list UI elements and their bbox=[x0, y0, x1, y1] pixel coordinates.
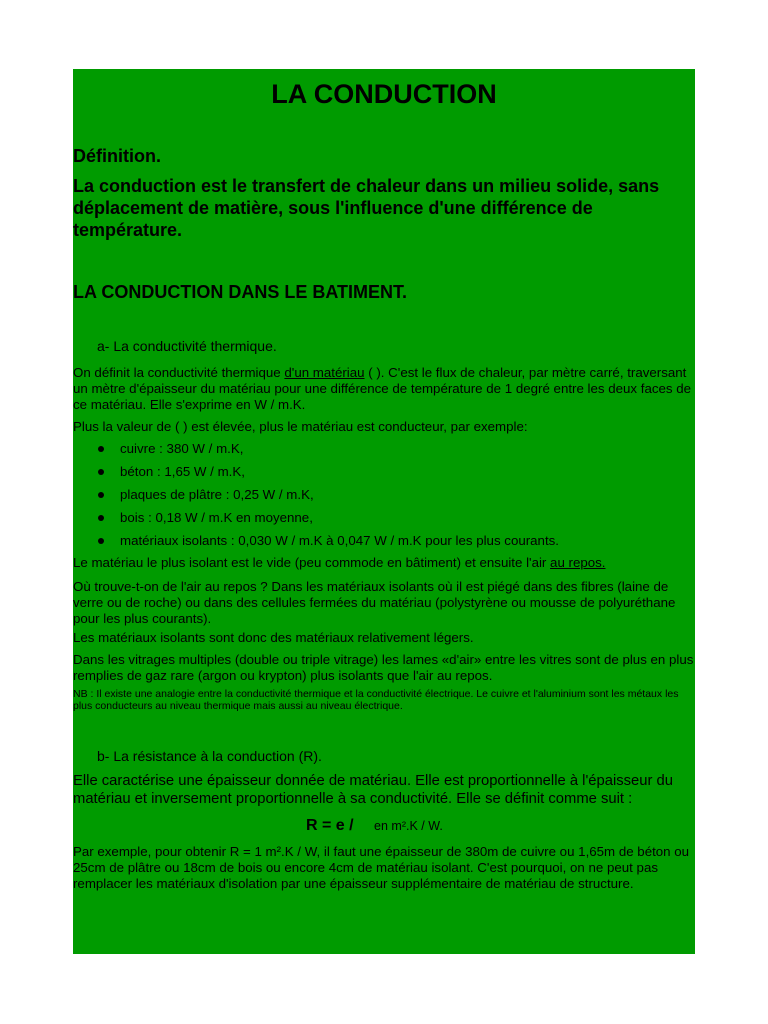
formula-expression: R = e / bbox=[306, 817, 354, 834]
resistance-formula bbox=[306, 817, 443, 835]
paragraph-air-at-rest: Où trouve-t-on de l'air au repos ? Dans les matériaux isolants où il est piégé dans des fibres (laine de verre ou de roche) ou dans des cellules fermées du matériau (polystyrène ou mousse de polyuréthane pour les plus courants). bbox=[73, 579, 676, 626]
paragraph-text: Le matériau le plus isolant est le vide (peu commode en bâtiment) et ensuite l'air bbox=[73, 555, 551, 570]
paragraph-resistance-example: Par exemple, pour obtenir R = 1 m².K / W, il faut une épaisseur de 380m de cuivre ou 1,65m de béton ou 25cm de plâtre ou 18cm de bois ou encore 4cm de matériau isolant. C'est pourquoi, on ne peut pas remplacer les matériaux d'isolation par une épaisseur supplémentaire de matériau de structure. bbox=[73, 844, 690, 891]
list-item-text: matériaux isolants : 0,030 W / m.K à 0,047 W / m.K pour les plus courants. bbox=[120, 533, 559, 548]
list-item-text: cuivre : 380 W / m.K, bbox=[120, 441, 244, 456]
list-item bbox=[97, 533, 657, 556]
paragraph-glazing: Dans les vitrages multiples (double ou triple vitrage) les lames «d'air» entre les vitres sont de plus en plus remplies de gaz rare (argon ou krypton) plus isolants que l'air au repos. bbox=[73, 652, 694, 683]
formula-unit: en m².K / W. bbox=[374, 819, 443, 833]
definition-heading: Définition. bbox=[73, 146, 161, 166]
document-page bbox=[73, 69, 695, 954]
list-item-text: bois : 0,18 W / m.K en moyenne, bbox=[120, 510, 313, 525]
material-link[interactable]: d'un matériau bbox=[284, 365, 365, 380]
air-at-rest-link[interactable]: au repos. bbox=[550, 555, 606, 570]
list-item-text: béton : 1,65 W / m.K, bbox=[120, 464, 245, 479]
paragraph-most-insulating bbox=[73, 555, 695, 571]
list-item bbox=[97, 464, 657, 487]
bullet-icon bbox=[98, 469, 104, 475]
list-item bbox=[97, 441, 657, 464]
paragraph-conductivity-definition bbox=[73, 365, 695, 413]
list-item bbox=[97, 510, 657, 533]
paragraph-conductor-intro: Plus la valeur de ( ) est élevée, plus le matériau est conducteur, par exemple: bbox=[73, 419, 528, 434]
note-analogy: NB : Il existe une analogie entre la conductivité thermique et la conductivité électrique. Le cuivre et l'aluminium sont les métaux les plus conducteurs au niveau thermique mais aussi au niveau électrique. bbox=[73, 688, 679, 712]
list-item-text: plaques de plâtre : 0,25 W / m.K, bbox=[120, 487, 314, 502]
subsection-a-heading: a- La conductivité thermique. bbox=[97, 338, 277, 354]
subsection-b-heading: b- La résistance à la conduction (R). bbox=[97, 748, 322, 764]
paragraph-light-materials: Les matériaux isolants sont donc des matériaux relativement légers. bbox=[73, 630, 474, 645]
paragraph-resistance-definition: Elle caractérise une épaisseur donnée de matériau. Elle est proportionnelle à l'épaisseur du matériau et inversement proportionnelle à sa conductivité. Elle se définit comme suit : bbox=[73, 773, 673, 807]
bullet-icon bbox=[98, 538, 104, 544]
paragraph-text: On définit la conductivité thermique bbox=[73, 365, 285, 380]
bullet-icon bbox=[98, 515, 104, 521]
bullet-icon bbox=[98, 492, 104, 498]
list-item bbox=[97, 487, 657, 510]
conductivity-list bbox=[97, 441, 657, 556]
section-title: LA CONDUCTION DANS LE BATIMENT. bbox=[73, 282, 407, 302]
definition-text: La conduction est le transfert de chaleur dans un milieu solide, sans déplacement de matière, sous l'influence d'une différence de température. bbox=[73, 176, 660, 240]
page-title: LA CONDUCTION bbox=[271, 79, 497, 109]
paragraph-text: ( ). C'est le flux de chaleur, par mètre carré, traversant un mètre d'épaisseur du matériau pour une différence de température de 1 degré entre les deux faces de ce matériau. Elle s'exprime en W / m.K. bbox=[73, 365, 692, 412]
bullet-icon bbox=[98, 446, 104, 452]
